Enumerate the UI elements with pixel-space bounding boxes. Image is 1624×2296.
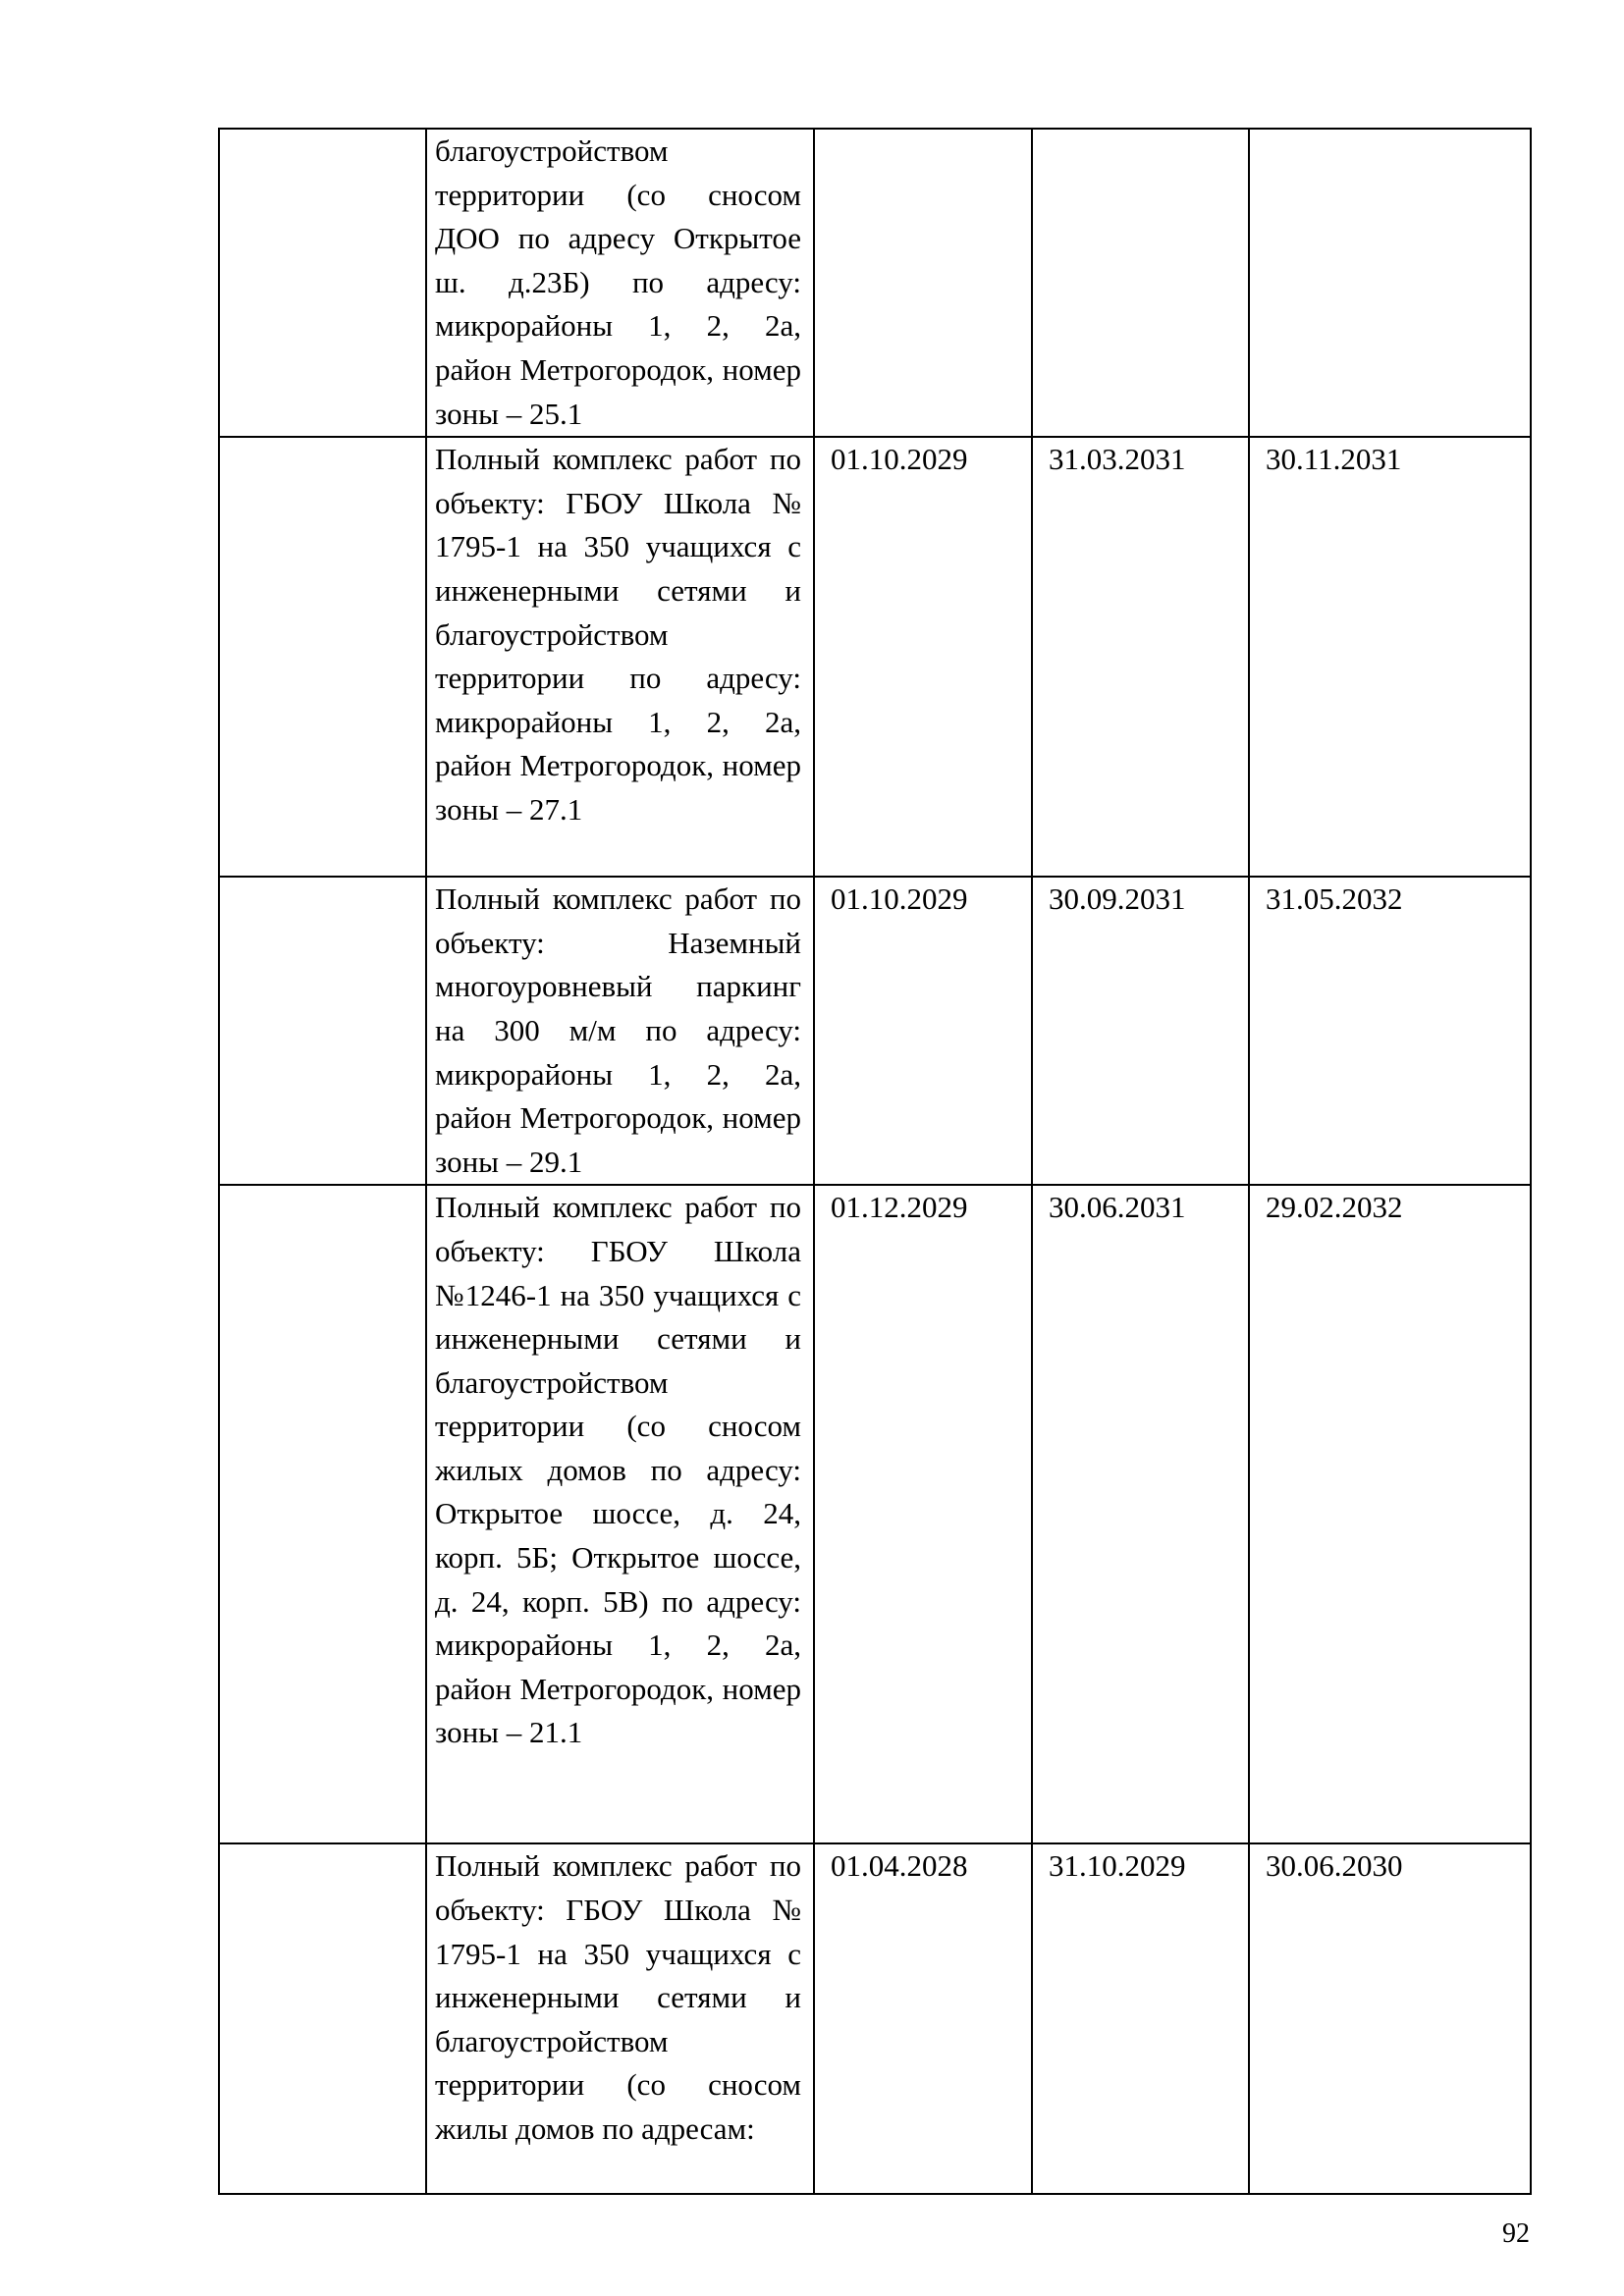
mid-date-cell: 31.03.2031 [1032, 437, 1249, 877]
start-date-cell: 01.10.2029 [814, 437, 1032, 877]
empty-cell [219, 437, 426, 877]
end-date-cell: 30.06.2030 [1249, 1843, 1531, 2194]
empty-cell [219, 1185, 426, 1843]
object-description-cell: Полный комплекс работ по объекту: Наземный многоуровневый паркинг на 300 м/м по адресу: микрорайоны 1, 2, 2а, район Метрогородок, номер зоны – 29.1 [426, 877, 814, 1185]
page-number: 92 [1502, 2218, 1530, 2249]
start-date-cell: 01.12.2029 [814, 1185, 1032, 1843]
end-date-cell: 29.02.2032 [1249, 1185, 1531, 1843]
empty-cell [219, 877, 426, 1185]
empty-cell [219, 129, 426, 437]
table-row [219, 1185, 1531, 1843]
end-date-cell: 30.11.2031 [1249, 437, 1531, 877]
table-row [219, 129, 1531, 437]
table-row [219, 1843, 1531, 2194]
empty-cell [219, 1843, 426, 2194]
mid-date-cell: 30.09.2031 [1032, 877, 1249, 1185]
mid-date-cell: 30.06.2031 [1032, 1185, 1249, 1843]
mid-date-cell: 31.10.2029 [1032, 1843, 1249, 2194]
object-description-cell: благоустройством территории (со сносом ДОО по адресу Открытое ш. д.23Б) по адресу: микрорайоны 1, 2, 2а, район Метрогородок, номер зоны – 25.1 [426, 129, 814, 437]
start-date-cell: 01.04.2028 [814, 1843, 1032, 2194]
start-date-cell [814, 129, 1032, 437]
object-description-cell: Полный комплекс работ по объекту: ГБОУ Школа № 1795-1 на 350 учащихся с инженерными сетями и благоустройством территории по адресу: микрорайоны 1, 2, 2а, район Метрогородок, номер зоны – 27.1 [426, 437, 814, 877]
object-description-cell: Полный комплекс работ по объекту: ГБОУ Школа №1246-1 на 350 учащихся с инженерными сетями и благоустройством территории (со сносом жилых домов по адресу: Открытое шоссе, д. 24, корп. 5Б; Открытое шоссе, д. 24, корп. 5В) по адресу: микрорайоны 1, 2, 2а, район Метрогородок, номер зоны – 21.1 [426, 1185, 814, 1843]
start-date-cell: 01.10.2029 [814, 877, 1032, 1185]
table-row [219, 877, 1531, 1185]
mid-date-cell [1032, 129, 1249, 437]
table-row [219, 437, 1531, 877]
object-description-cell: Полный комплекс работ по объекту: ГБОУ Школа № 1795-1 на 350 учащихся с инженерными сетями и благоустройством территории (со сносом жилы домов по адресам: [426, 1843, 814, 2194]
end-date-cell [1249, 129, 1531, 437]
schedule-table [218, 128, 1532, 2195]
end-date-cell: 31.05.2032 [1249, 877, 1531, 1185]
